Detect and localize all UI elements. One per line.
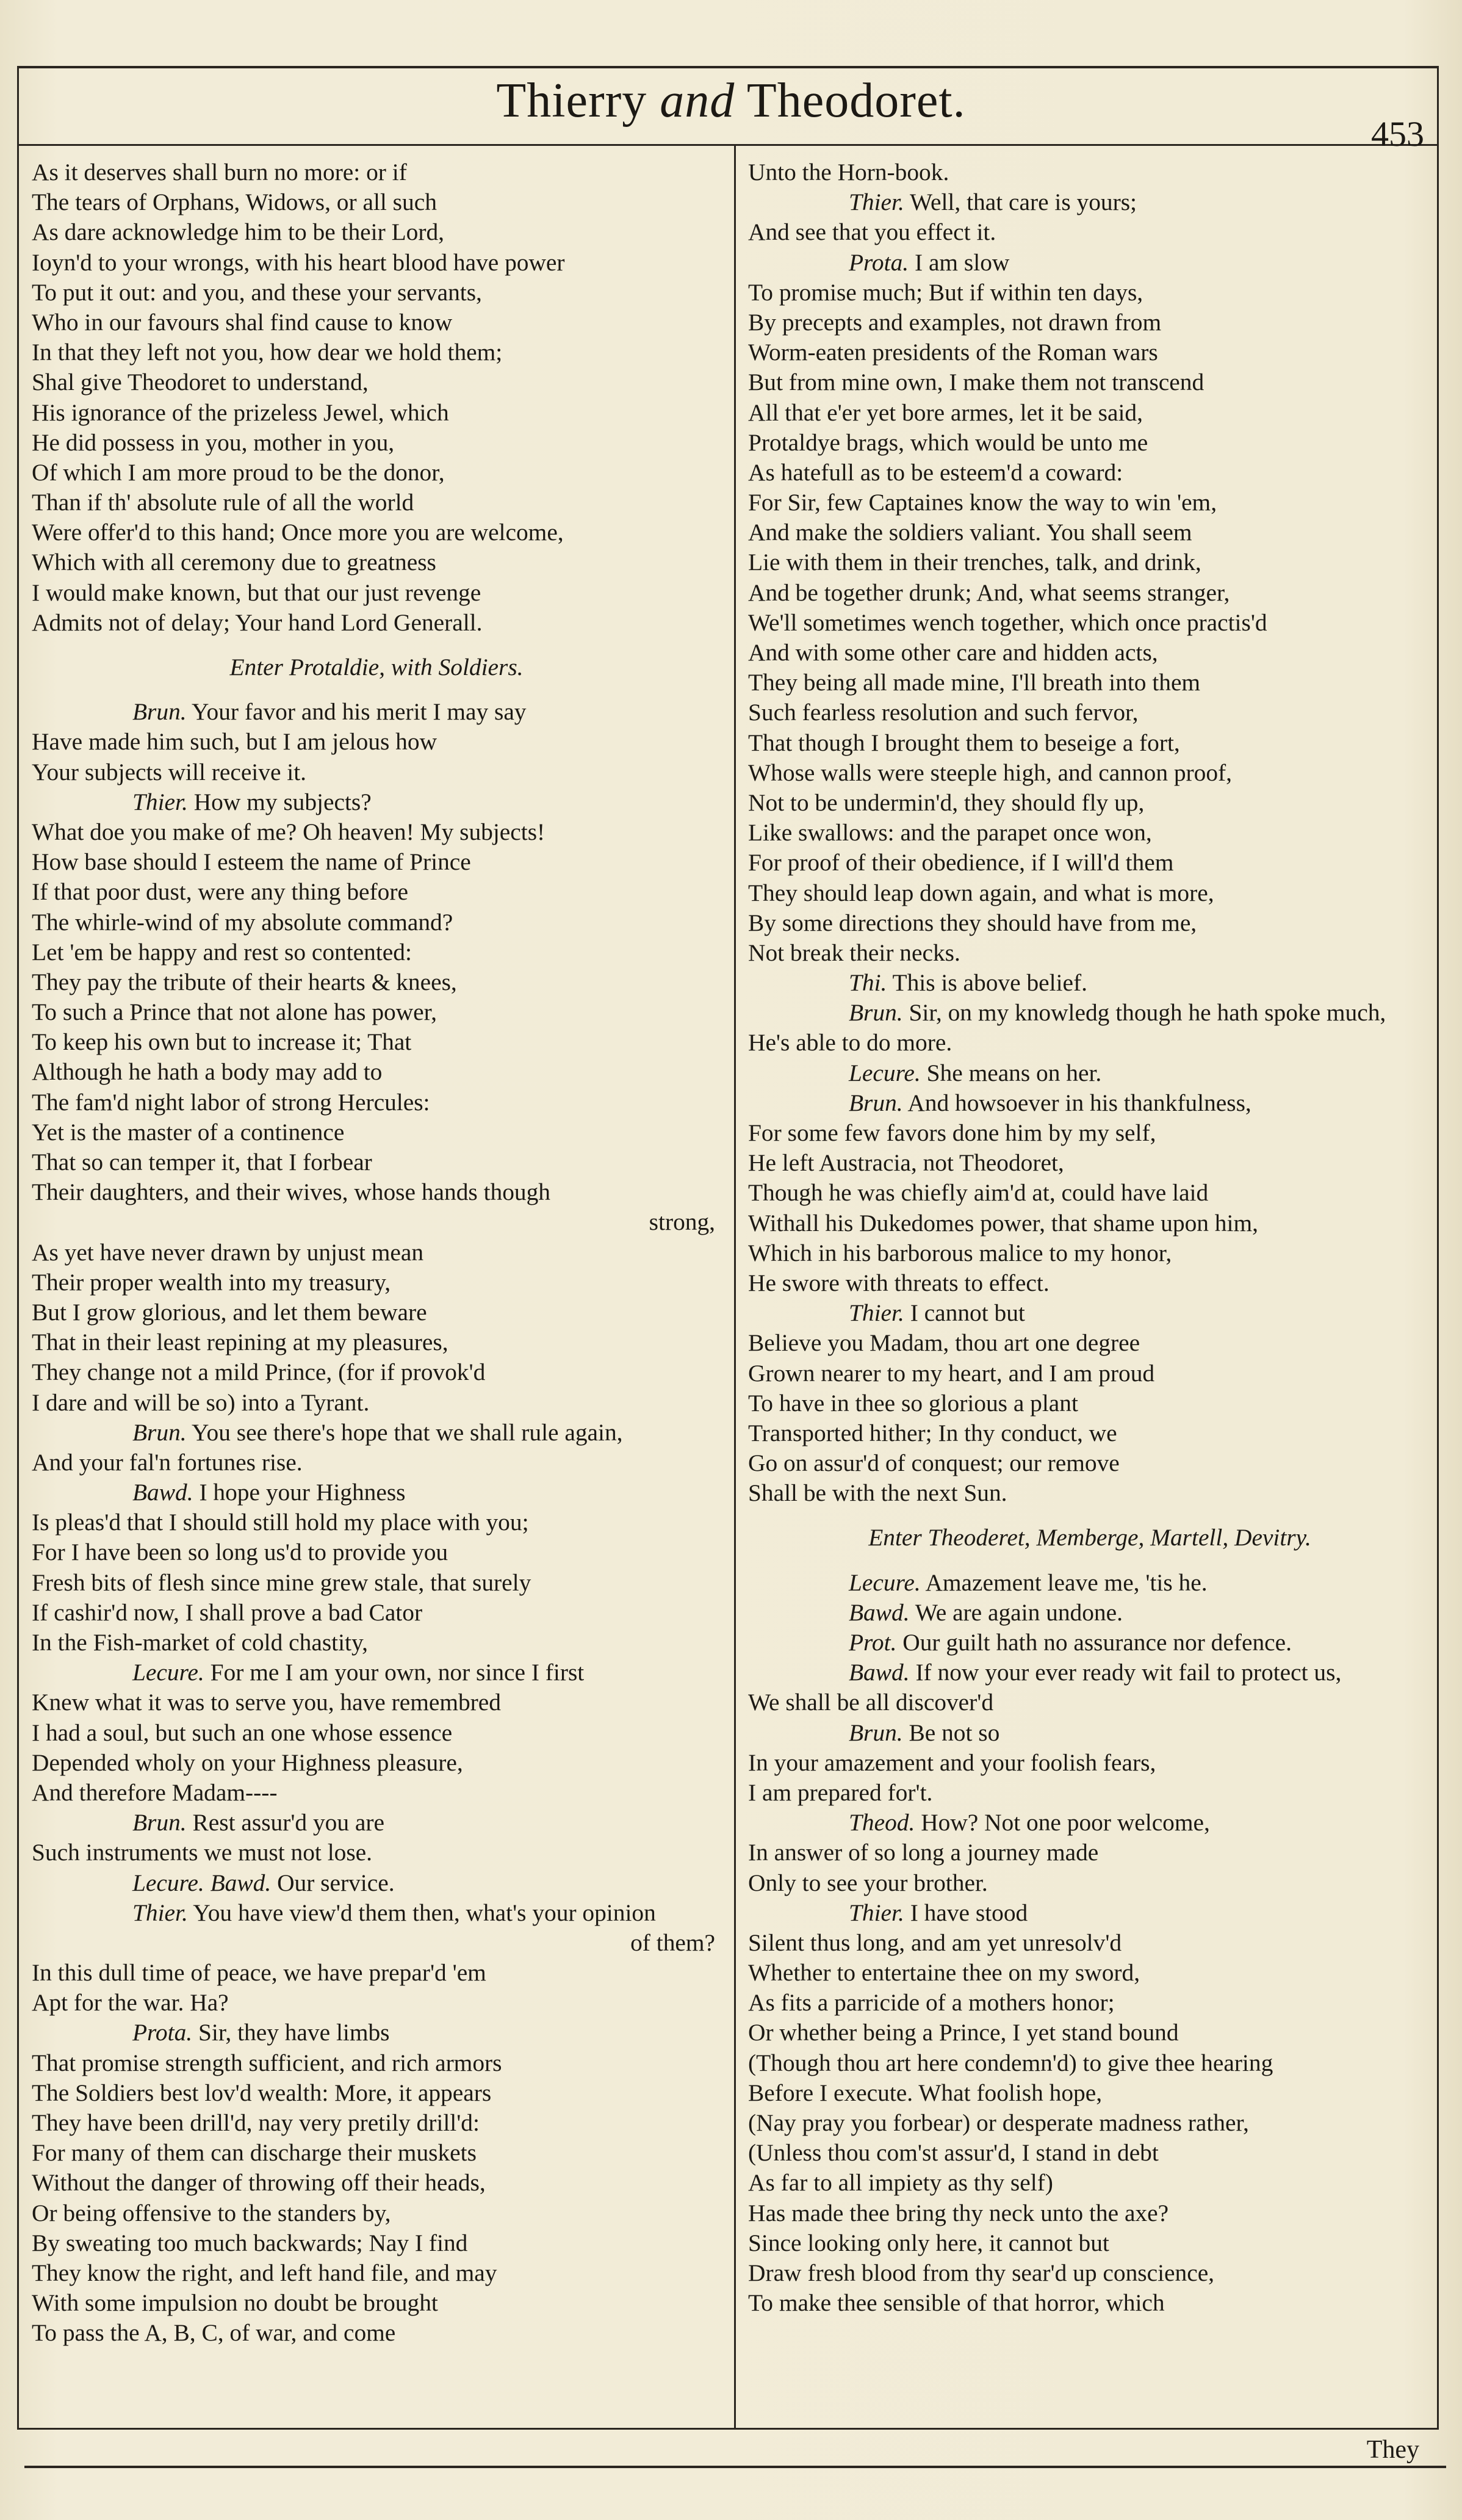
speaker-name: Lecure. Bawd. — [132, 1869, 272, 1896]
speech-text: Sir, on my knowledg though he hath spoke much, — [909, 999, 1386, 1027]
verse-line: Which in his barborous malice to my honor, — [748, 1239, 1172, 1266]
speaker-name: Theod. — [849, 1809, 915, 1836]
verse-line: Without the danger of throwing off their heads, — [32, 2169, 486, 2197]
verse-line: Who in our favours shal find cause to know — [32, 308, 453, 336]
verse-line: He's able to do more. — [748, 1029, 952, 1056]
speech-line — [748, 1808, 1431, 1838]
verse-line: To keep his own but to increase it; That — [32, 1028, 412, 1056]
page-number: 453 — [1371, 114, 1424, 154]
speaker-name: Prota. — [132, 2019, 193, 2046]
verse-line: Let 'em be happy and rest so contented: — [32, 938, 412, 966]
verse-line: That so can temper it, that I forbear — [32, 1149, 372, 1176]
verse-line: Not to be undermin'd, they should fly up, — [748, 789, 1145, 816]
speech-text: I cannot but — [910, 1299, 1025, 1327]
verse-line: For some few favors done him by my self, — [748, 1119, 1156, 1146]
verse-line: Or whether being a Prince, I yet stand bound — [748, 2019, 1179, 2046]
left-border — [17, 66, 19, 2428]
speech-line — [32, 697, 721, 727]
verse-line: And make the soldiers valiant. You shall seem — [748, 519, 1192, 546]
speaker-name: Brun. — [132, 1809, 187, 1836]
verse-line: The fam'd night labor of strong Hercules: — [32, 1088, 430, 1116]
speech-line — [748, 187, 1431, 217]
speech-line — [32, 2018, 721, 2048]
verse-line: Apt for the war. Ha? — [32, 1989, 229, 2016]
speaker-name: Lecure. — [132, 1659, 204, 1686]
running-title — [0, 73, 1462, 129]
speaker-name: Thier. — [132, 788, 188, 815]
top-rule — [17, 66, 1439, 68]
verse-line: Whose walls were steeple high, and cannon proof, — [748, 759, 1233, 786]
verse-line: The Soldiers best lov'd wealth: More, it appears — [32, 2079, 492, 2106]
verse-line: He left Austracia, not Theodoret, — [748, 1149, 1064, 1177]
verse-line: I am prepared for't. — [748, 1778, 933, 1806]
verse-line: And therefore Madam---- — [32, 1778, 278, 1806]
verse-line: Knew what it was to serve you, have remembred — [32, 1689, 501, 1716]
speech-text: Sir, they have limbs — [198, 2019, 390, 2046]
verse-line: To pass the A, B, C, of war, and come — [32, 2319, 396, 2347]
speech-line — [748, 1058, 1431, 1088]
verse-line: In your amazement and your foolish fears, — [748, 1749, 1156, 1776]
verse-line: By some directions they should have from me, — [748, 909, 1197, 936]
verse-line: Their proper wealth into my treasury, — [32, 1268, 391, 1296]
verse-line: Transported hither; In thy conduct, we — [748, 1419, 1117, 1446]
verse-line: Than if th' absolute rule of all the world — [32, 489, 414, 516]
speech-text: This is above belief. — [892, 969, 1087, 997]
speech-text: And howsoever in his thankfulness, — [907, 1089, 1251, 1116]
speech-text: Well, that care is yours; — [909, 189, 1137, 216]
verse-line: The whirle-wind of my absolute command? — [32, 908, 453, 936]
speaker-name: Thi. — [849, 969, 887, 997]
verse-line: His ignorance of the prizeless Jewel, which — [32, 399, 449, 426]
speech-line — [748, 1898, 1431, 1928]
title-and: and — [660, 74, 735, 128]
header-underline — [17, 144, 1439, 146]
speech-line — [32, 1418, 721, 1448]
speech-line — [32, 1478, 721, 1507]
verse-line: By sweating too much backwards; Nay I find — [32, 2229, 468, 2256]
verse-line: As fits a parricide of a mothers honor; — [748, 1989, 1115, 2016]
verse-line: And with some other care and hidden acts, — [748, 639, 1158, 666]
verse-line: Or being offensive to the standers by, — [32, 2199, 391, 2226]
verse-line: Draw fresh blood from thy sear'd up conscience, — [748, 2259, 1215, 2286]
verse-line: What doe you make of me? Oh heaven! My subjects! — [32, 818, 546, 845]
verse-line: (Unless thou com'st assur'd, I stand in debt — [748, 2139, 1159, 2167]
speaker-name: Prota. — [849, 248, 909, 276]
verse-line: Which with all ceremony due to greatness — [32, 549, 436, 576]
verse-line: Such fearless resolution and such fervor, — [748, 699, 1139, 726]
verse-continuation: strong, — [649, 1208, 715, 1236]
verse-line: But I grow glorious, and let them beware — [32, 1298, 427, 1326]
verse-line: In this dull time of peace, we have prepar'd 'em — [32, 1959, 486, 1987]
verse-line: Fresh bits of flesh since mine grew stale, that surely — [32, 1569, 531, 1596]
verse-line: In that they left not you, how dear we hold them; — [32, 339, 503, 366]
speech-line — [32, 1868, 721, 1898]
verse-line: Ioyn'd to your wrongs, with his heart blood have power — [32, 248, 565, 276]
verse-line: And be together drunk; And, what seems stranger, — [748, 579, 1230, 606]
verse-line: I dare and will be so) into a Tyrant. — [32, 1388, 370, 1416]
verse-line: All that e'er yet bore armes, let it be said, — [748, 399, 1143, 426]
verse-line: He swore with threats to effect. — [748, 1269, 1050, 1296]
verse-line: As dare acknowledge him to be their Lord, — [32, 218, 444, 246]
verse-line: Though he was chiefly aim'd at, could have laid — [748, 1179, 1209, 1207]
verse-line: That in their least repining at my pleasures, — [32, 1329, 448, 1356]
verse-line: For many of them can discharge their muskets — [32, 2139, 477, 2167]
verse-line: Were offer'd to this hand; Once more you are welcome, — [32, 519, 564, 546]
verse-line: Shal give Theodoret to understand, — [32, 369, 369, 396]
verse-line: To have in thee so glorious a plant — [748, 1389, 1078, 1417]
speech-text: You have view'd them then, what's your opinion — [193, 1899, 656, 1926]
verse-line: They change not a mild Prince, (for if provok'd — [32, 1359, 486, 1386]
verse-line: And your fal'n fortunes rise. — [32, 1448, 303, 1476]
column-divider — [734, 145, 736, 2428]
verse-line: As far to all impiety as thy self) — [748, 2169, 1053, 2197]
verse-line: (Though thou art here condemn'd) to give thee hearing — [748, 2049, 1273, 2076]
footer-rule — [24, 2466, 1446, 2468]
verse-line: If cashir'd now, I shall prove a bad Cator — [32, 1598, 423, 1626]
speech-text: I hope your Highness — [199, 1479, 406, 1506]
speech-line — [748, 1298, 1431, 1328]
verse-line: Is pleas'd that I should still hold my place with you; — [32, 1509, 529, 1536]
speech-text: We are again undone. — [915, 1598, 1123, 1626]
verse-line: Since looking only here, it cannot but — [748, 2229, 1109, 2256]
verse-line: He did possess in you, mother in you, — [32, 428, 395, 456]
verse-line: Not break their necks. — [748, 939, 960, 966]
bottom-rule — [17, 2428, 1439, 2430]
verse-line: As it deserves shall burn no more: or if — [32, 159, 407, 186]
speech-text: Amazement leave me, 'tis he. — [925, 1569, 1208, 1596]
verse-line: Grown nearer to my heart, and I am proud — [748, 1359, 1155, 1387]
verse-line: To promise much; But if within ten days, — [748, 278, 1143, 306]
verse-line: Their daughters, and their wives, whose hands though — [32, 1179, 550, 1206]
verse-line: Whether to entertaine thee on my sword, — [748, 1959, 1140, 1987]
verse-line: Your subjects will receive it. — [32, 758, 307, 785]
speaker-name: Thier. — [132, 1899, 188, 1926]
verse-line: (Nay pray you forbear) or desperate madness rather, — [748, 2109, 1249, 2137]
speaker-name: Thier. — [849, 189, 904, 216]
verse-line: Depended wholy on your Highness pleasure, — [32, 1749, 463, 1776]
verse-line: We shall be all discover'd — [748, 1689, 994, 1716]
speaker-name: Brun. — [849, 1089, 903, 1116]
speaker-name: Prot. — [849, 1629, 897, 1656]
speech-text: Our guilt hath no assurance nor defence. — [902, 1629, 1292, 1656]
verse-line: Silent thus long, and am yet unresolv'd — [748, 1929, 1122, 1956]
speech-text: You see there's hope that we shall rule again, — [192, 1418, 623, 1446]
verse-line: The tears of Orphans, Widows, or all such — [32, 189, 437, 216]
speech-text: I have stood — [910, 1899, 1028, 1926]
title-part2: Theodoret. — [746, 74, 966, 128]
speech-text: How? Not one poor welcome, — [921, 1809, 1210, 1836]
speaker-name: Thier. — [849, 1299, 904, 1327]
verse-line: For I have been so long us'd to provide you — [32, 1539, 448, 1566]
verse-line: We'll sometimes wench together, which once practis'd — [748, 608, 1267, 636]
verse-line: But from mine own, I make them not transcend — [748, 369, 1205, 396]
speaker-name: Brun. — [132, 1418, 187, 1446]
speech-text: Our service. — [277, 1869, 395, 1896]
speaker-name: Brun. — [849, 1719, 903, 1746]
speech-text: For me I am your own, nor since I first — [210, 1659, 585, 1686]
title-part1: Thierry — [496, 74, 647, 128]
speaker-name: Lecure. — [849, 1569, 921, 1596]
speaker-name: Brun. — [132, 698, 187, 726]
stage-direction: Enter Protaldie, with Soldiers. — [229, 654, 524, 681]
verse-line: Admits not of delay; Your hand Lord Generall. — [32, 608, 483, 636]
verse-line: Like swallows: and the parapet once won, — [748, 819, 1152, 847]
verse-line: By precepts and examples, not drawn from — [748, 308, 1162, 336]
verse-line: They being all made mine, I'll breath into them — [748, 669, 1201, 696]
verse-line: If that poor dust, were any thing before — [32, 878, 408, 906]
verse-line: I had a soul, but such an one whose essence — [32, 1719, 453, 1746]
verse-line: As hatefull as to be esteem'd a coward: — [748, 458, 1123, 486]
verse-line: Although he hath a body may add to — [32, 1058, 383, 1086]
speech-line — [748, 1088, 1431, 1118]
verse-line: Of which I am more proud to be the donor, — [32, 458, 445, 486]
verse-line: For proof of their obedience, if I will'd them — [748, 849, 1174, 876]
right-border — [1437, 66, 1439, 2428]
verse-line: Protaldye brags, which would be unto me — [748, 428, 1148, 456]
verse-line: Believe you Madam, thou art one degree — [748, 1329, 1140, 1357]
verse-line: Unto the Horn-book. — [748, 159, 949, 186]
verse-line: Withall his Dukedomes power, that shame upon him, — [748, 1209, 1258, 1237]
speech-text: Your favor and his merit I may say — [192, 698, 527, 726]
speech-text: Be not so — [909, 1719, 1000, 1746]
speaker-name: Bawd. — [132, 1479, 193, 1506]
verse-line: They pay the tribute of their hearts & knees, — [32, 968, 457, 995]
stage-direction: Enter Theoderet, Memberge, Martell, Devitry. — [868, 1524, 1311, 1551]
verse-line: To put it out: and you, and these your servants, — [32, 278, 482, 306]
speaker-name: Brun. — [849, 999, 903, 1027]
verse-line: To make thee sensible of that horror, which — [748, 2289, 1165, 2317]
verse-line: Yet is the master of a continence — [32, 1118, 345, 1146]
verse-line: They should leap down again, and what is more, — [748, 879, 1214, 906]
verse-line: With some impulsion no doubt be brought — [32, 2289, 438, 2317]
verse-line: How base should I esteem the name of Prince — [32, 848, 471, 876]
verse-line: That promise strength sufficient, and rich armors — [32, 2049, 502, 2076]
verse-line: Has made thee bring thy neck unto the axe? — [748, 2199, 1169, 2226]
verse-line: Only to see your brother. — [748, 1869, 988, 1896]
left-column — [32, 157, 721, 2349]
catchword: They — [1366, 2436, 1419, 2464]
verse-line: Have made him such, but I am jelous how — [32, 728, 438, 756]
speech-line — [748, 968, 1431, 998]
speech-line — [748, 1658, 1431, 1688]
verse-line: Before I execute. What foolish hope, — [748, 2079, 1103, 2106]
speech-line — [32, 1808, 721, 1838]
verse-line: Shall be with the next Sun. — [748, 1479, 1007, 1507]
speaker-name: Bawd. — [849, 1659, 910, 1686]
verse-line: As yet have never drawn by unjust mean — [32, 1238, 424, 1266]
speech-line — [32, 1898, 721, 1928]
speaker-name: Thier. — [849, 1899, 904, 1926]
speech-line — [32, 787, 721, 817]
speech-line — [748, 1718, 1431, 1748]
verse-line: Go on assur'd of conquest; our remove — [748, 1450, 1120, 1477]
verse-line: In answer of so long a journey made — [748, 1839, 1099, 1866]
verse-line: They have been drill'd, nay very pretily drill'd: — [32, 2109, 480, 2137]
speech-line — [748, 1628, 1431, 1658]
right-column — [748, 157, 1431, 2318]
speech-text: She means on her. — [926, 1059, 1102, 1086]
verse-line: I would make known, but that our just revenge — [32, 579, 481, 606]
verse-line: And see that you effect it. — [748, 218, 996, 246]
verse-line: Lie with them in their trenches, talk, and drink, — [748, 549, 1201, 576]
speaker-name: Bawd. — [849, 1598, 910, 1626]
speaker-name: Lecure. — [849, 1059, 921, 1086]
verse-line: That though I brought them to beseige a fort, — [748, 729, 1180, 756]
speech-line — [748, 1568, 1431, 1598]
verse-line: Such instruments we must not lose. — [32, 1839, 373, 1866]
verse-line: They know the right, and left hand file, and may — [32, 2259, 497, 2286]
verse-line: Worm-eaten presidents of the Roman wars — [748, 339, 1158, 366]
verse-line: For Sir, few Captaines know the way to win 'em, — [748, 489, 1217, 516]
verse-line: In the Fish-market of cold chastity, — [32, 1629, 368, 1656]
speech-text: If now your ever ready wit fail to protect us, — [915, 1659, 1342, 1686]
speech-line — [748, 998, 1431, 1028]
speech-text: Rest assur'd you are — [192, 1809, 384, 1836]
speech-line — [748, 1598, 1431, 1628]
speech-text: How my subjects? — [193, 788, 372, 815]
verse-line: To such a Prince that not alone has power, — [32, 998, 438, 1026]
verse-continuation: of them? — [630, 1929, 715, 1956]
speech-text: I am slow — [914, 248, 1010, 276]
speech-line — [32, 1658, 721, 1688]
speech-line — [748, 248, 1431, 278]
